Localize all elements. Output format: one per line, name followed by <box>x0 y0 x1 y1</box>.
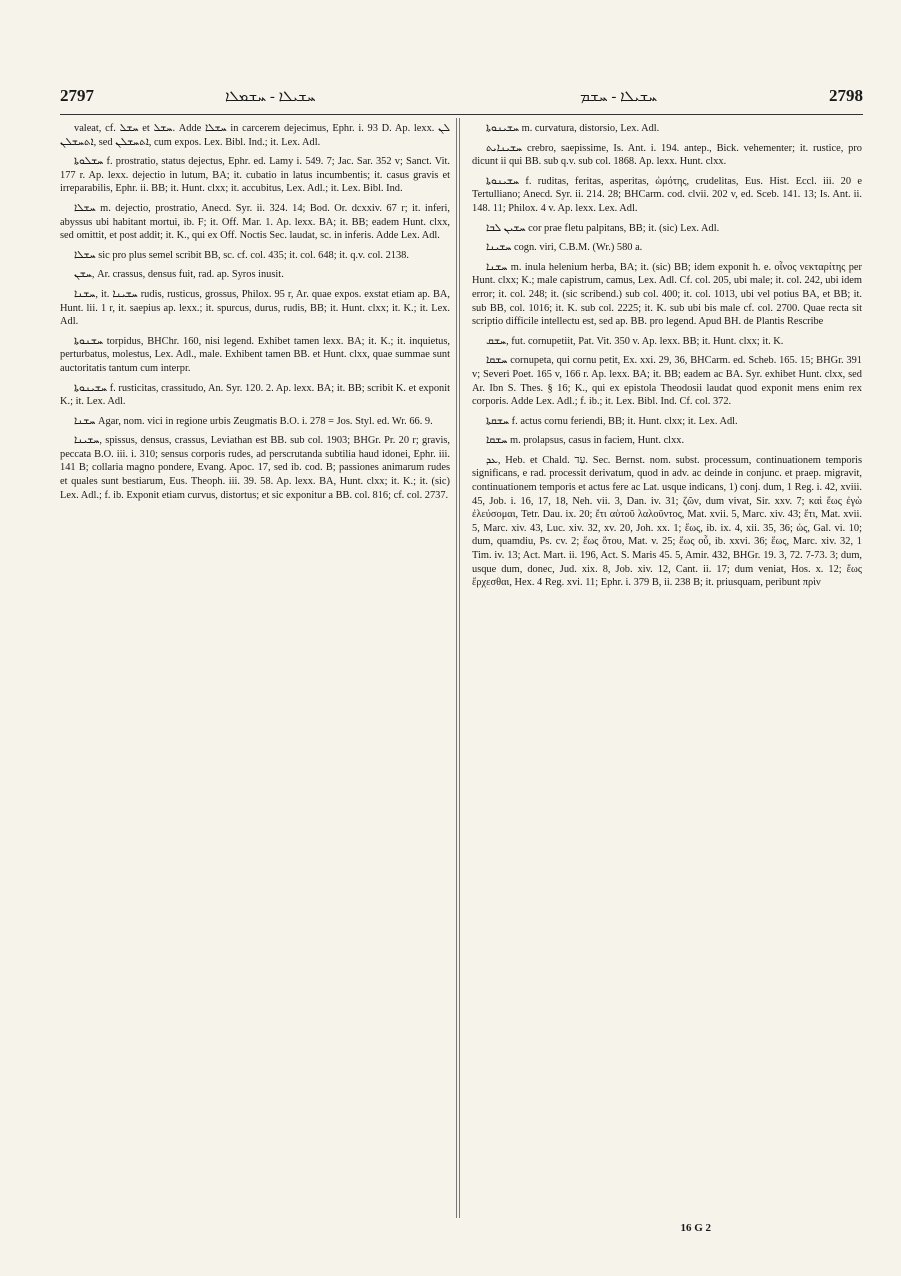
running-head-left: ܚܫܝܠܐ - ܚܫܡܠܐ <box>225 89 316 105</box>
running-head-right: ܚܫܝܠܐ - ܚܫܡ <box>580 89 658 105</box>
page-number-left: 2797 <box>60 86 94 105</box>
page-number-right: 2798 <box>829 86 863 105</box>
entry: ܚܫܝܢ ܠܒܐ cor prae fletu palpitans, BB; it. (sic) Lex. Adl. <box>486 222 720 234</box>
entry: ܚܫܝܢܘܬܐ f. ruditas, feritas, asperitas, ὠμότης, crudelitas, Eus. Hist. Eccl. iii. 20 e Tertulliano; Anecd. Syr. ii. 214. 28; BHCarm. cod. clvii. 202 v, ed. Sceb. 141. 13; Is. Ant. ii. 148. 11; Philox. 4 v. Ap. lexx. Lex. Adl. <box>472 175 862 214</box>
entry: ܚܫܢܐ, it. ܚܫܝܢܐ rudis, rusticus, grossus, Philox. 95 r, Ar. quae expos. exstat etiam ap. BA, Hunt. lii. 1 r, it. saepius ap. lexx.; it. spurcus, durus, rudis, BB; it. Hunt. clxx; it. K.; it. Lex. Adl. <box>60 288 450 328</box>
column-divider <box>456 118 457 1218</box>
signature-mark: 16 G 2 <box>680 1222 711 1234</box>
entry: ܚܫܝܢܐ cogn. viri, C.B.M. (Wr.) 580 a. <box>486 242 643 254</box>
entry: ܚܫܝܢܐ, spissus, densus, crassus, Leviathan est BB. sub col. 1903; BHGr. Pr. 20 r; gravis, peccata B.O. iii. i. 310; sensus corporis rudes, ad perscrutanda subtilia haud idonei, Ephr. iii. 141 B; collaria magno pondere, Evang. Apoc. 17, sed ib. cod. B; passiones animarum rudes et quales sunt bestiarum, Eus. Theoph. iii. 39. 58. Ap. lexx. BA, Hunt. clxx; it. K.; it. (sic) Lex. Adl.; f. ib. Exponit etiam curvus, distortus; et sic exponitur a BB. col. 816; cf. col. 2737. <box>60 435 450 501</box>
column-divider <box>459 118 460 1218</box>
entry: ܚܫܩ, fut. cornupetiit, Pat. Vit. 350 v. Ap. lexx. BB; it. Hunt. clxx; it. K. <box>486 335 784 347</box>
entry: ܚܫܢ, Ar. crassus, densus fuit, rad. ap. Syros inusit. <box>74 269 284 281</box>
entry: ܚܫܝܢܐܝܬ crebro, saepissime, Is. Ant. i. 194. antep., Bick. vehementer; it. rustice, pro dicunt ii qui BB. sub q.v. sub col. 1868. Ap. lexx. Hunt. clxx. <box>472 142 862 168</box>
left-column <box>60 122 450 508</box>
entry: ܚܫܝܢܘܬܐ f. rusticitas, crassitudo, An. Syr. 120. 2. Ap. lexx. BA; it. BB; scribit K. et exponit K.; it. Lex. Adl. <box>60 382 450 408</box>
header-rule <box>60 114 863 115</box>
entry: ܥܕ, Heb. et Chald. עַד. Sec. Bernst. nom. subst. processum, continuationem temporis significans, e rad. processit derivatum, quod in adv. ac deinde in conjunc. et praep. migravit, continuationem temporis et actus fere ac Lat. usque indicans, 1) conj. dum, 1 Reg. i. 42, xviii. 45, Job. i. 16, 17, 18, Neh. vii. 3, Dan. iv. 31; ζῶν, dum vivat, Sir. xxv. 7; καὶ ἕως ἐγὼ ἐλεύσομαι, Tetr. Dau. ix. 20; ἔτι αὐτοῦ λαλοῦντος, Mat. xvii. 5, Marc. xiv. 43; ἔτι, Mat. xvii. 5, Marc. xiv. 43, Luc. xiv. 32, xv. 20, Joh. xx. 1; ἕως, ib. ix. 4, xii. 35, 36; ὡς, Gal. vi. 10; dum, quamdiu, Ps. cv. 2; ἕως ὅτου, Mat. v. 25; ἕως οὗ, ib. xxvi. 36; ἕως, Marc. xiv. 32, 1 Tim. iv. 13; Act. Mart. ii. 196, Act. S. Maris 45. 5, Amir. 432, BHGr. 19. 3, 72. 7-73. 3; dum, usque dum, donec, Jud. xix. 8, Job. xiv. 12, Cant. ii. 17; dum veniat, Hos. x. 12; ἕως ἔρχεσθαι, Hex. 4 Reg. xvi. 11; Ephr. i. 379 B, ii. 238 B; it. priusquam, peribunt πρὶν <box>472 454 862 589</box>
entry: ܚܫܩܬܐ f. actus cornu feriendi, BB; it. Hunt. clxx; it. Lex. Adl. <box>486 415 738 427</box>
entry: ܚܫܠܘܬܐ f. prostratio, status dejectus, Ephr. ed. Lamy i. 549. 7; Jac. Sar. 352 v; Sanct. Vit. 177 r. Ap. lexx. dejectio in lutum, BA; it. cubatio in latus incumbentis; it. casus gravis et irreparabilis, Ephr. ii. BB; it. Hunt. clxx; it. accubitus, Lex. Adl.; it. Lex. Bibl. Ind. <box>60 156 450 195</box>
page-header <box>60 86 863 112</box>
entry: ܚܫܢܘܬܐ torpidus, BHChr. 160, nisi legend. Exhibet tamen lexx. BA; it. K.; it. inquietus, perturbatus, molestus, Lex. Adl., male. Exhibent tamen BB. et Hunt. clxx, quae summae sunt auctoritatis tantum cum interpr. <box>60 335 450 374</box>
right-column <box>472 122 862 596</box>
entry: ܚܫܠܐ sic pro plus semel scribit BB, sc. cf. col. 435; it. col. 648; it. q.v. col. 2138. <box>74 249 409 261</box>
entry: ܚܫܢܐ Agar, nom. vici in regione urbis Zeugmatis B.O. i. 278 = Jos. Styl. ed. Wr. 66. 9. <box>74 415 433 427</box>
entry: ܚܫܝܢܘܬܐ m. curvatura, distorsio, Lex. Adl. <box>486 123 660 134</box>
entry: valeat, cf. ܚܫܠ et ܚܫܠ. Adde ܚܫܠܐ in carcerem dejecimus, Ephr. i. 93 D. Ap. lexx. ܠܢ ܐܬܚܫܠܢ, sed ܐܬܚܫܠܢ, cum expos. Lex. Bibl. Ind.; it. Lex. Adl. <box>60 123 450 148</box>
entry: ܚܫܢܐ m. inula helenium herba, BA; it. (sic) BB; idem exponit h. e. οἶνος νεκταρίτης per Hunt. clxx; K.; male capistrum, camus, Lex. Adl. Cf. col. 205, ubi male; it. col. 242, ubi idem error; it. col. 248; it. (sic scribend.) sub col. 400; it. col. 1013, ubi vel potius BA, et BB; it. sub BB, col. 1016; it. K. sub col. 2225; it. K. sub ubi bis male cf. col. 2700. Quae recta sit scriptio difficile intellectu est, sed ap. BB. pro legend. Apud BH. de Plantis Rescribe <box>472 261 862 328</box>
entry: ܚܫܩܐ m. prolapsus, casus in faciem, Hunt. clxx. <box>486 435 685 447</box>
entry: ܚܫܩܐ cornupeta, qui cornu petit, Ex. xxi. 29, 36, BHCarm. ed. Scheb. 165. 15; BHGr. 391 v; Severi Poet. 165 v, 166 r. Ap. lexx. BA; it. BB; eadem ac BA. Syr. exhibet Hunt. clxx, sed Ar. Ibn S. Thes. § 16; K., qui ex epistola Theodosii laudat quod exponit mens enim rex corporis. Adde Lex. Adl.; f. ib.; it. Lex. Bibl. Ind. Cf. col. 372. <box>472 355 862 408</box>
entry: ܚܫܠܐ m. dejectio, prostratio, Anecd. Syr. ii. 324. 14; Bod. Or. dcxxiv. 67 r; it. inferi, abyssus ubi habitant mortui, ib. F; it. Off. Mar. 1. Ap. lexx. BA; it. BB; eadem Hunt. clxx, sed omittit, et post addit; it. K., qui ex Off. Noctis Sec. laudat, sc. in inferis. Adde Lex. Adl. <box>60 202 450 242</box>
